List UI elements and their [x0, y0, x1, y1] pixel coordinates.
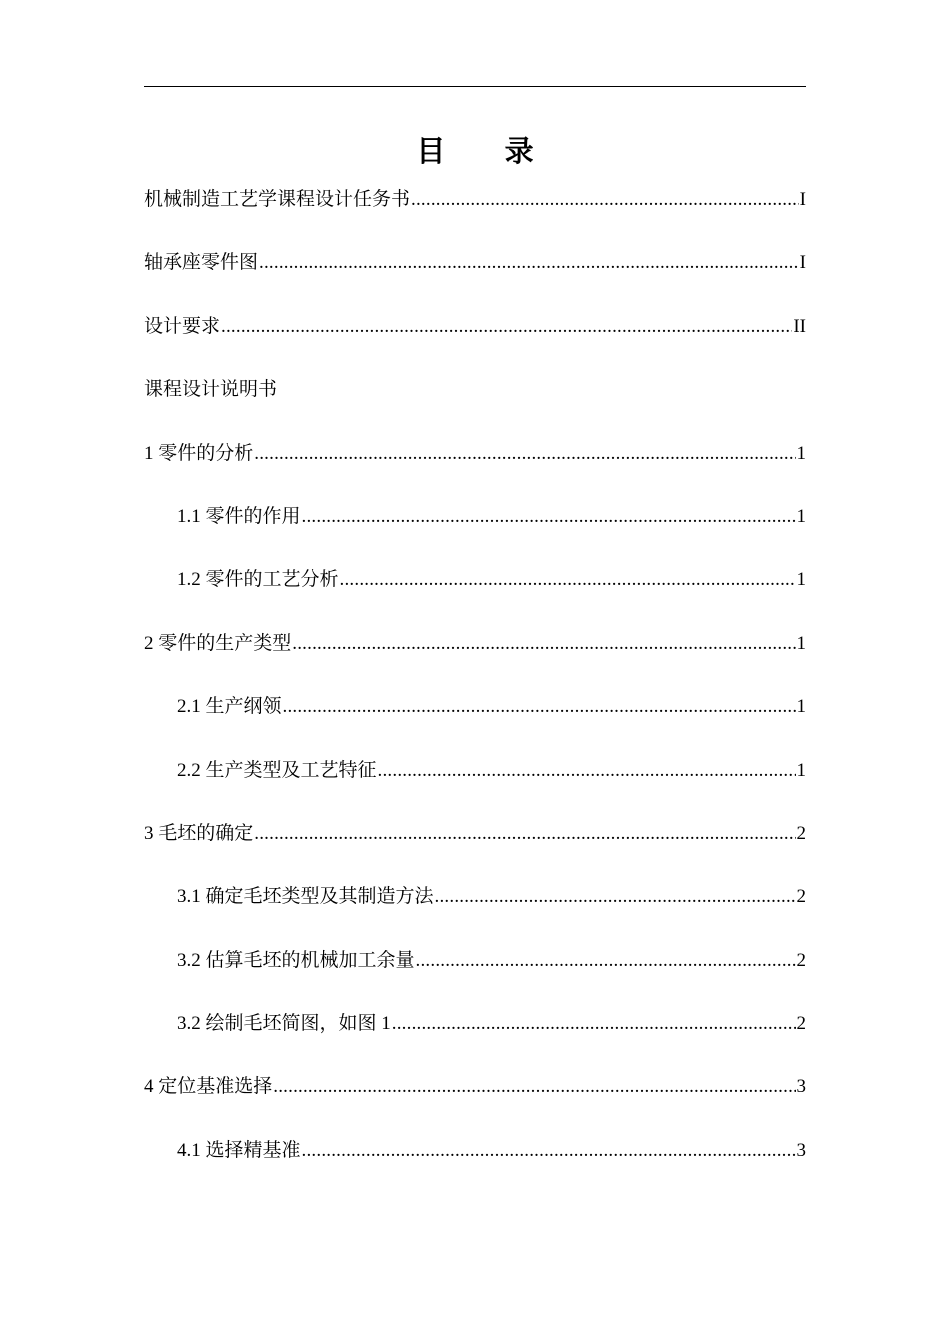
toc-dot-leader	[283, 687, 796, 727]
toc-entry[interactable]	[144, 624, 806, 687]
toc-entry[interactable]	[144, 560, 806, 623]
toc-entry-label: 3.2 绘制毛坯简图，如图 1	[177, 1013, 391, 1035]
toc-entry[interactable]	[144, 877, 806, 940]
toc-entry-label: 4.1 选择精基准	[177, 1139, 301, 1161]
toc-page-number: 3	[796, 1139, 806, 1161]
toc-entry-label: 1.1 零件的作用	[177, 505, 301, 527]
toc-entry[interactable]	[144, 370, 806, 433]
toc-entry[interactable]	[144, 941, 806, 1004]
toc-dot-leader	[411, 180, 799, 220]
toc-page-number: 2	[796, 822, 806, 844]
toc-dot-leader	[416, 941, 796, 981]
toc-entry-label: 3 毛坯的确定	[144, 822, 254, 844]
toc-entry[interactable]	[144, 434, 806, 497]
toc-page-number: I	[799, 189, 806, 210]
toc-entry[interactable]	[144, 814, 806, 877]
toc-entry-label: 4 定位基准选择	[144, 1076, 273, 1098]
toc-page-number: 1	[796, 442, 806, 464]
toc-dot-leader	[254, 434, 795, 474]
toc-entry[interactable]	[144, 751, 806, 814]
toc-entry-label: 1.2 零件的工艺分析	[177, 569, 339, 591]
toc-dot-leader	[392, 1004, 796, 1044]
toc-entry-label: 3.2 估算毛坯的机械加工余量	[177, 949, 415, 971]
toc-dot-leader	[221, 307, 792, 347]
toc-dot-leader	[273, 1067, 795, 1107]
toc-entry[interactable]	[144, 307, 806, 370]
toc-dot-leader	[378, 751, 796, 791]
toc-entry-label: 3.1 确定毛坯类型及其制造方法	[177, 886, 434, 908]
toc-entry[interactable]	[144, 687, 806, 750]
toc-dot-leader	[292, 624, 795, 664]
toc-entry-label: 2.1 生产纲领	[177, 696, 282, 718]
toc-page-number: 1	[796, 569, 806, 591]
toc-entry[interactable]	[144, 180, 806, 243]
toc-dot-leader	[302, 497, 796, 537]
header-rule	[144, 86, 806, 87]
toc-entry-label: 课程设计说明书	[144, 379, 278, 401]
toc-page-number: 2	[796, 1013, 806, 1035]
toc-page-number: 3	[796, 1076, 806, 1098]
toc-page-number: 1	[796, 759, 806, 781]
toc-dot-leader	[259, 243, 799, 283]
toc-page-number: 1	[796, 696, 806, 718]
toc-entry-label: 1 零件的分析	[144, 442, 254, 464]
toc-page-number: II	[793, 315, 806, 337]
toc-entry[interactable]	[144, 243, 806, 306]
toc-entry[interactable]	[144, 497, 806, 560]
toc-page-number: 1	[796, 505, 806, 527]
toc-entry[interactable]	[144, 1131, 806, 1194]
toc-entry[interactable]	[144, 1067, 806, 1130]
toc-dot-leader	[302, 1131, 796, 1171]
toc-entry[interactable]	[144, 1004, 806, 1067]
toc-page-number: I	[799, 252, 806, 274]
toc-dot-leader	[340, 560, 796, 600]
page-title: 目 录	[416, 136, 560, 168]
toc-dot-leader	[254, 814, 795, 854]
toc-page-number: 2	[796, 886, 806, 908]
toc-page-number: 1	[796, 632, 806, 654]
toc-list	[144, 180, 806, 1194]
toc-entry-label: 轴承座零件图	[144, 252, 259, 274]
toc-entry-label: 2 零件的生产类型	[144, 632, 292, 654]
toc-dot-leader	[435, 877, 796, 917]
toc-entry-label: 2.2 生产类型及工艺特征	[177, 759, 377, 781]
toc-page-number: 2	[796, 949, 806, 971]
toc-entry-label: 设计要求	[144, 315, 221, 337]
toc-entry-label: 机械制造工艺学课程设计任务书	[144, 189, 411, 210]
